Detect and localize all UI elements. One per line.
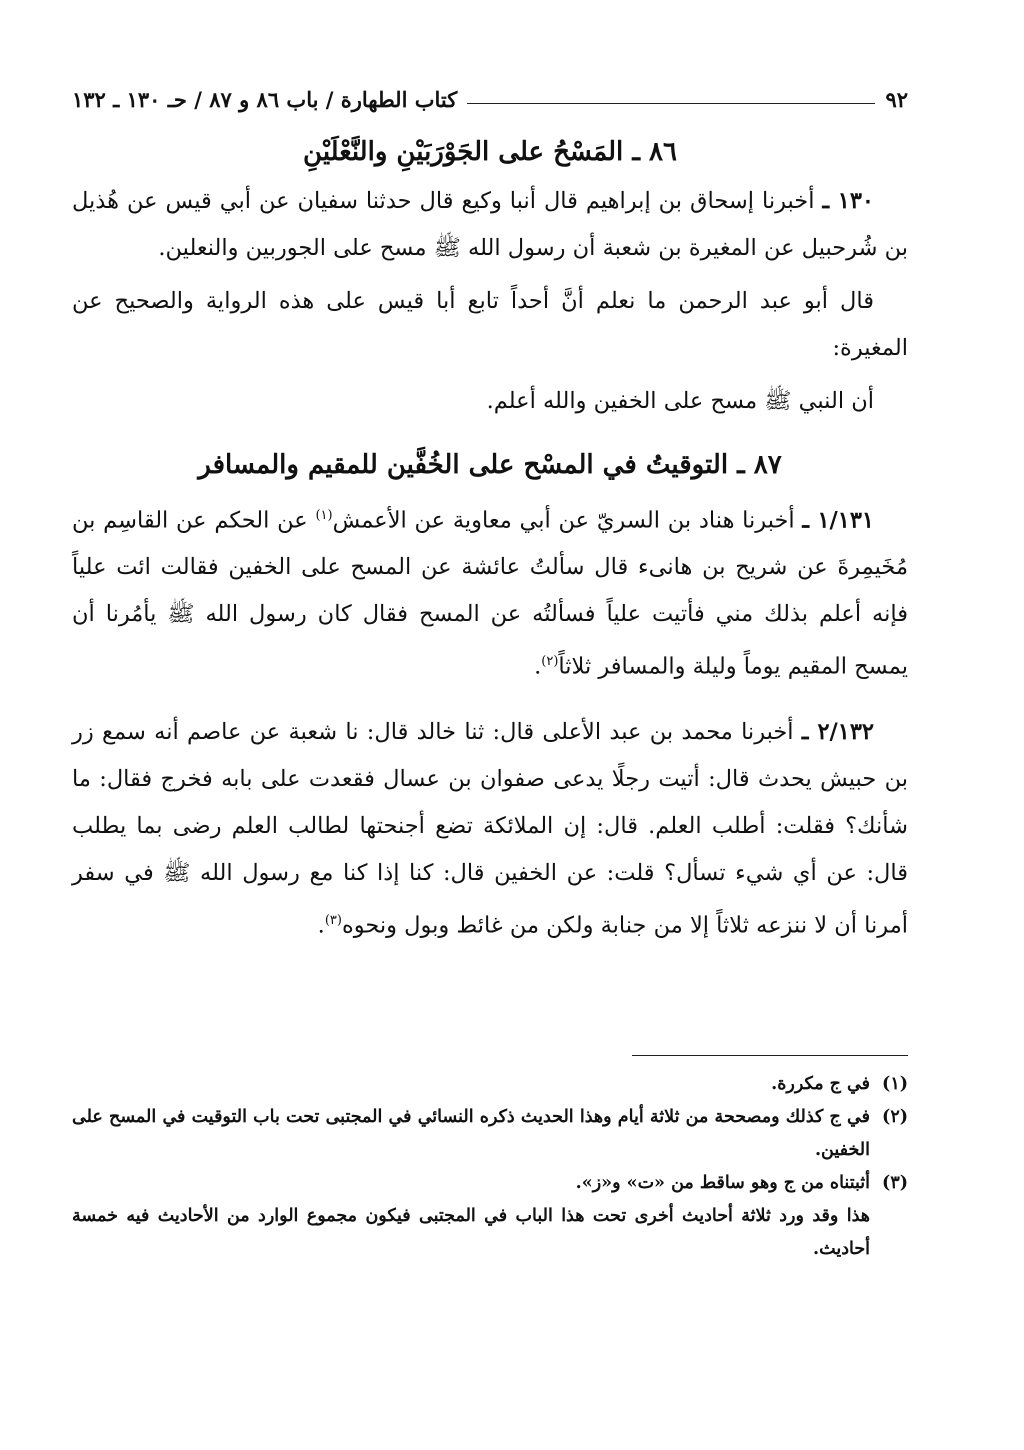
hadith-132-number: ٢/١٣٢ ـ [801,718,874,745]
footnote-separator [632,1055,908,1056]
hadith-132 [72,709,908,950]
footnote-ref-3: (٣) [324,912,342,928]
footnote-3-number: (٣) [882,1173,908,1194]
closing-note: هذا وقد ورد ثلاثة أحاديث أخرى تحت هذا الباب في المجتبى فيكون مجموع الوارد من الأحاديث فيه خمسة أحاديث. [72,1206,870,1260]
footnote-2 [72,1101,908,1167]
book-page [72,74,908,1414]
footnote-2-text: في ج كذلك ومصححة من ثلاثة أيام وهذا الحديث ذكره النسائي في المجتبى تحت باب التوقيت في المسح على الخفين. [72,1107,870,1161]
hadith-130-correct-version: أن النبي ﷺ مسح على الخفين والله أعلم. [486,388,874,415]
hadith-131-text-part1: أخبرنا هناد بن السريّ عن أبي معاوية عن الأعمش [332,507,795,534]
hadith-131-text-part3: . [534,653,542,680]
page-number: ٩٢ [885,87,908,112]
hadith-131-text-part2: عن الحكم عن القاسِم بن مُخَيمِرةَ عن شريح بن هانىء قال سألتُ عائشة عن المسح على الخفين فقالت ائت علياً فإنه أعلم بذلك مني فأتيت علياً فسألتُه عن المسح فقال كان رسول الله ﷺ يأمُرنا أن يمسح المقيم يوماً وليلة والمسافر ثلاثاً [72,507,908,680]
hadith-130-number: ١٣٠ ـ [822,188,874,215]
hadith-130-comment: قال أبو عبد الرحمن ما نعلم أنَّ أحداً تابع أبا قيس على هذه الرواية والصحيح عن المغيرة: [72,288,908,362]
footnote-ref-1: (١) [315,507,333,523]
hadith-130 [72,178,908,272]
footnotes [72,1068,908,1266]
footnote-3-text: أثبتناه من ج وهو ساقط من «ت» و«ز». [575,1173,870,1194]
chapter-87-title: ٨٧ ـ التوقيتُ في المسْح على الخُفَّين للمقيم والمسافر [198,450,782,481]
footnote-ref-2: (٢) [541,654,559,670]
footnote-1-number: (١) [882,1074,908,1095]
chapter-86-title: ٨٦ ـ المَسْحُ على الجَوْرَبَيْنِ والنَّعْلَيْنِ [303,137,677,167]
hadith-131-number: ١/١٣١ ـ [802,507,875,534]
hadith-131 [72,492,908,691]
header-rule [467,103,875,104]
running-title: كتاب الطهارة / باب ٨٦ و ٨٧ / حـ ١٣٠ ـ ١٣٢ [72,87,458,112]
footnote-3 [72,1167,908,1200]
hadith-130-text: أخبرنا إسحاق بن إبراهيم قال أنبا وكيع قال حدثنا سفيان عن أبي قيس عن هُذيل بن شُرحبيل عن المغيرة بن شعبة أن رسول الله ﷺ مسح على الجوربين والنعلين. [72,188,908,262]
footnote-1-text: في ج مكررة. [771,1074,870,1095]
footnote-1 [72,1068,908,1101]
footnote-2-number: (٢) [882,1107,908,1128]
running-header [72,74,908,112]
hadith-132-text-part2: . [317,912,325,939]
hadith-132-text-part1: أخبرنا محمد بن عبد الأعلى قال: ثنا خالد قال: نا شعبة عن عاصم أنه سمع زر بن حبيش يحدث قال: أتيت رجلًا يدعى صفوان بن عسال فقعدت على بابه فخرج فقال: ما شأنك؟ فقلت: أطلب العلم. قال: إن الملائكة تضع أجنحتها لطالب العلم رضى بما يطلب قال: عن أي شيء تسأل؟ قلت: عن الخفين قال: كنا إذا كنا مع رسول الله ﷺ في سفر أمرنا أن لا ننزعه ثلاثاً إلا من جنابة ولكن من غائط وبول ونحوه [72,718,908,939]
